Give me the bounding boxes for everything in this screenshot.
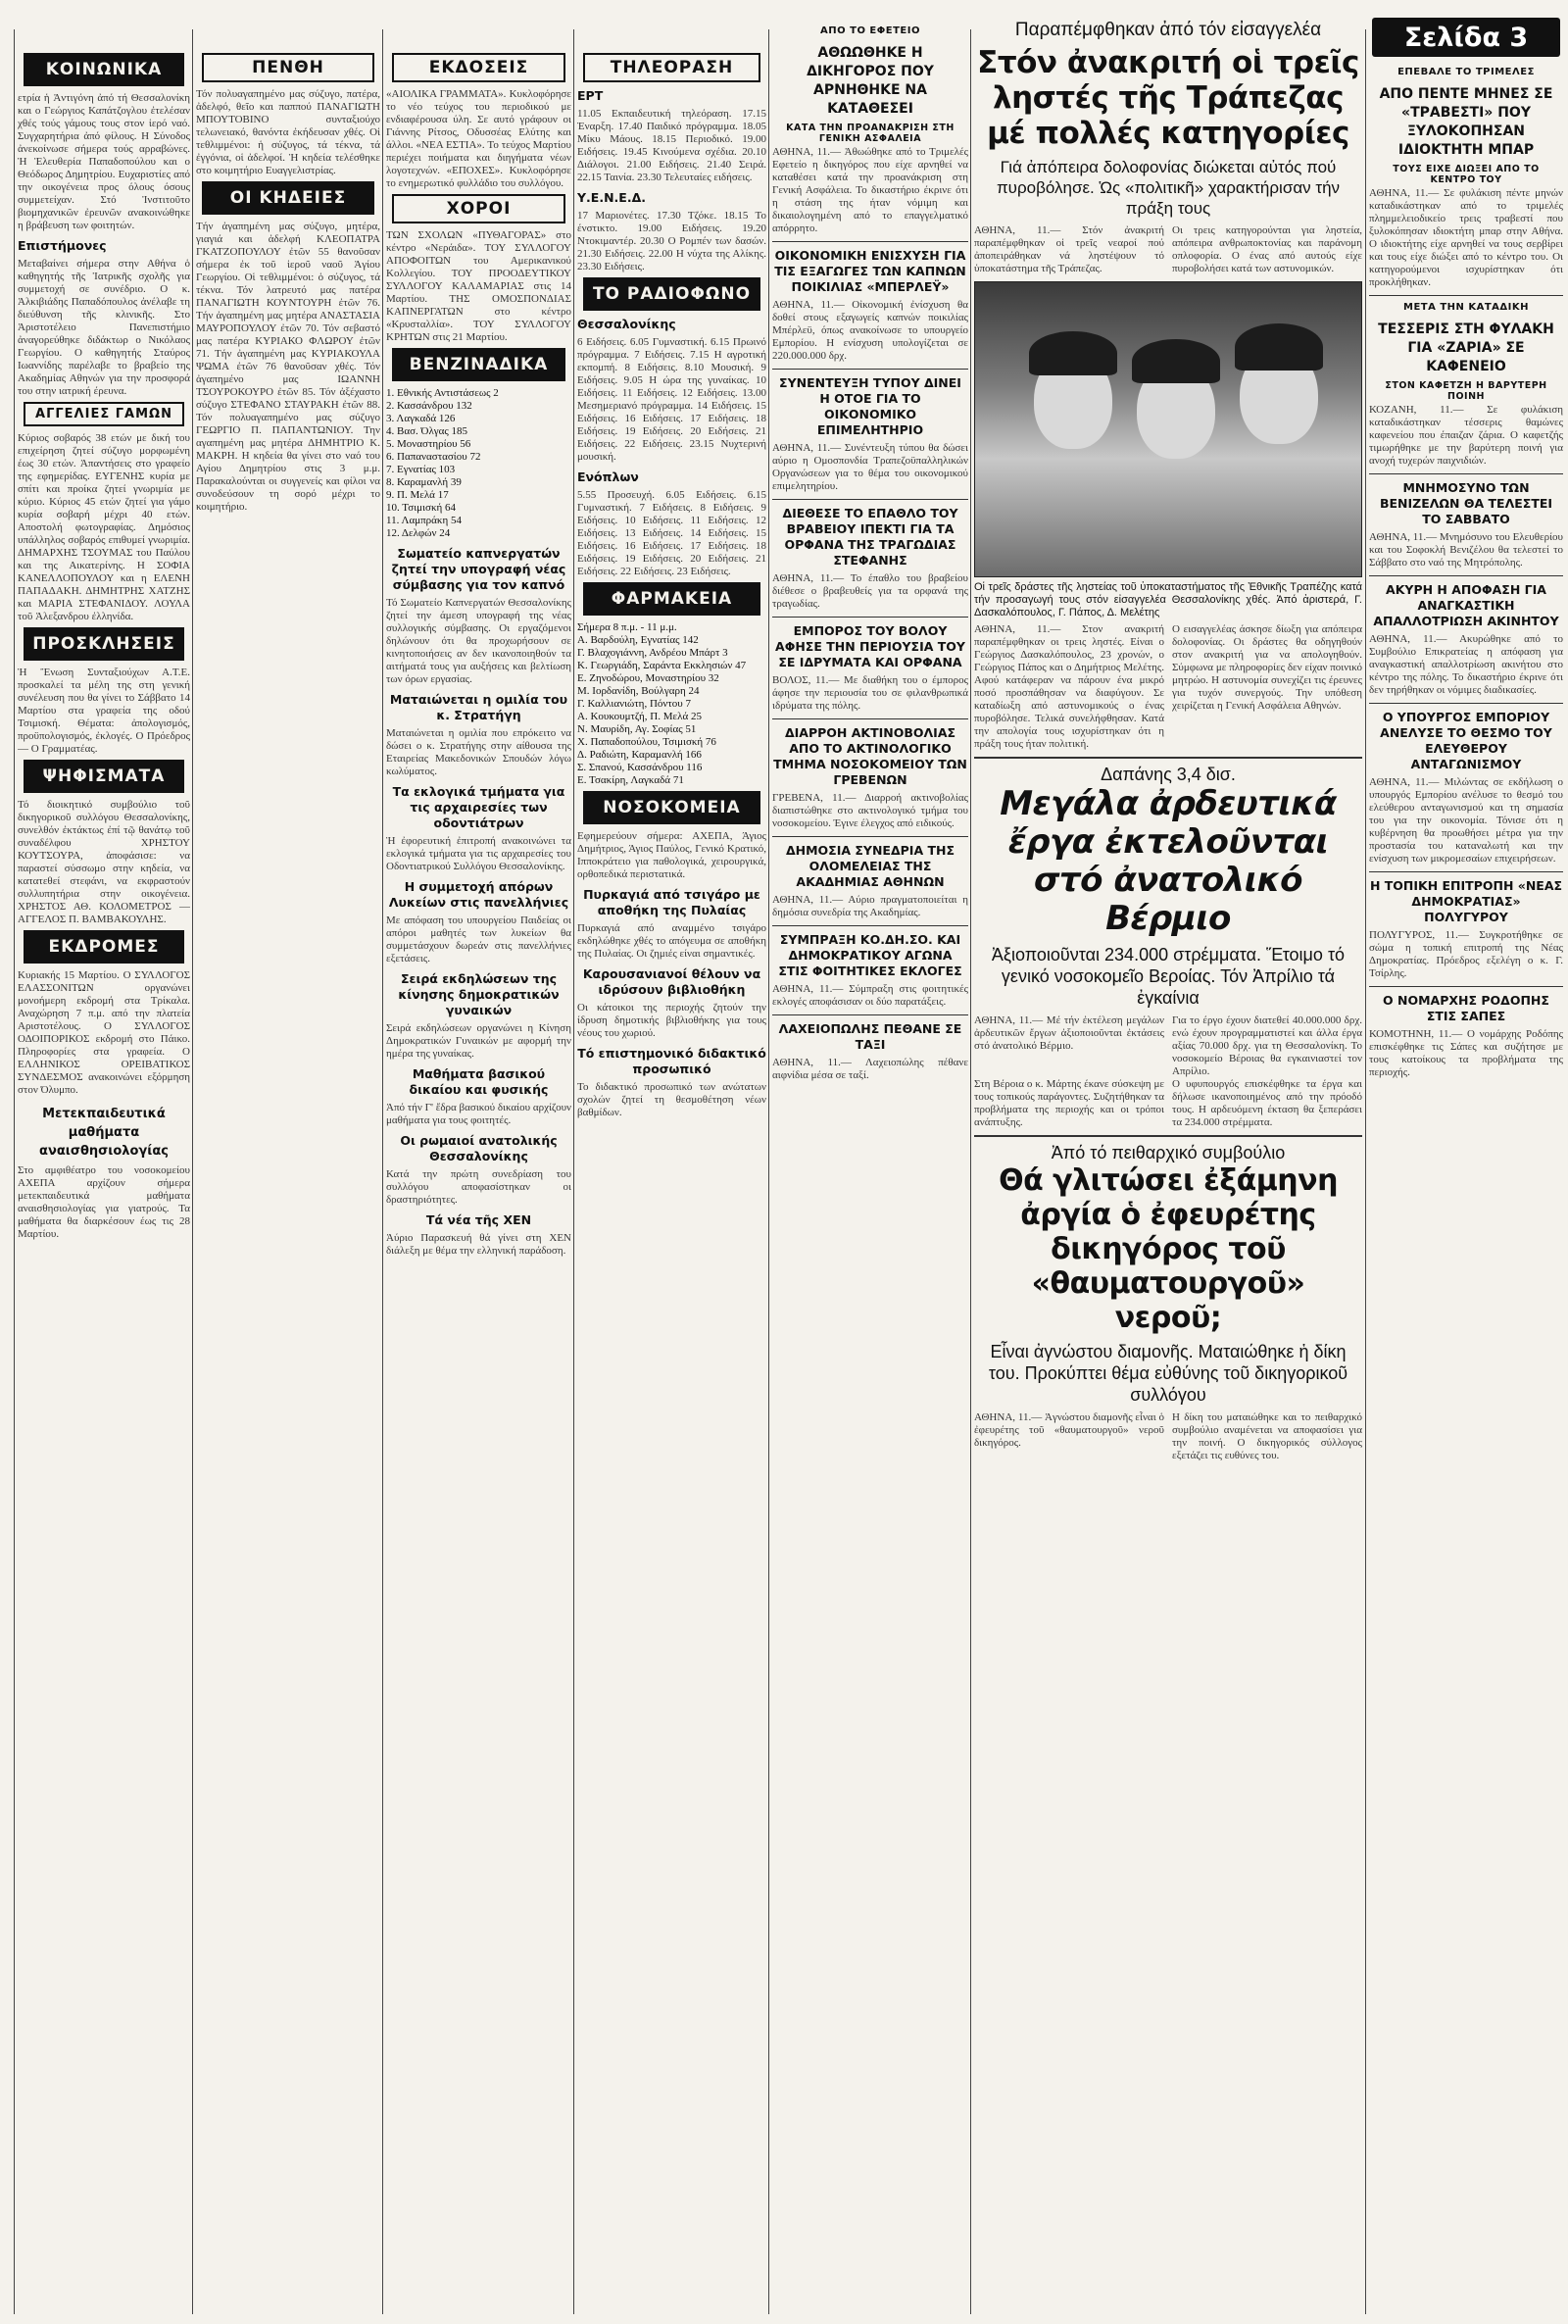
body-text: Ἡ ἐφορευτική ἐπιτροπή ανακοινώνει τα εκλογικά τμήματα για τις αρχαιρεσίες του Οδοντιατρικού Συλλόγου Θεσσαλονίκης. [386,835,571,872]
body-text: 1. Εθνικής Αντιστάσεως 2 2. Κασσάνδρου 132 3. Λαγκαδά 126 4. Βασ. Όλγας 185 5. Μοναστηρίου 56 6. Παπαναστασίου 72 7. Εγνατίας 103 8. Καραμανλή 39 9. Π. Μελά 17 10. Τσιμισκή 64 11. Λαμπράκη 54 12. Δελφών 24 [386,387,499,539]
body-text: Τόν πολυαγαπημένο μας σύζυγο, πατέρα, ἀδελφό, θεῖο και παππού ΠΑΝΑΓΙΩΤΗ ΜΠΟΥΤΟΒΙΝΟ συνταξιούχο τελωνειακό, θανόντα ἐκήδευσαν χθές. Οἱ τεθλιμμένοι: ἡ σύζυγος, τά τέκνα, τά ἐγγόνια, οἱ ἀδελφοί. Ἡ κηδεία τελέσθηκε στο κοιμητήριο Ευαγγελιστρίας. [196,88,380,176]
body-text: Η δίκη του ματαιώθηκε και το πειθαρχικό συμβούλιο αναμένεται να αποφασίσει για την ποινή. Ο δικηγορικός σύλλογος εξετάζει τις ευθύνες του. [1172,1411,1362,1461]
body-text: Κατά την πρώτη συνεδρίαση του συλλόγου αποφασίστηκαν οι δραστηριότητες. [386,1168,571,1206]
headline-student-elections: ΣΥΜΠΡΑΞΗ ΚΟ.ΔΗ.ΣΟ. ΚΑΙ ΔΗΜΟΚΡΑΤΙΚΟΥ ΑΓΩΝΑ ΣΤΙΣ ΦΟΙΤΗΤΙΚΕΣ ΕΚΛΟΓΕΣ [778,932,962,978]
body-text: «ΑΙΟΛΙΚΑ ΓΡΑΜΜΑΤΑ». Κυκλοφόρησε το νέο τεύχος του περιοδικού με ενδιαφέρουσα ύλη. Σε αυτό γράφουν οι Γιάννης Ρίτσος, Οδυσσέας Ελύτης και άλλοι. «ΝΕΑ ΕΣΤΙΑ». Το τεύχος Μαρτίου περιέχει ποιήματα και διηγήματα νέων λογοτεχνών. «ΕΠΟΧΕΣ». Κυκλοφόρησε το ενημερωτικό φυλλάδιο του συλλόγου. [386,88,571,189]
divider [974,757,1362,759]
page-number-label: Σελίδα 3 [1372,18,1560,57]
main-story [974,20,1362,2314]
body-text: ΑΘΗΝΑ, 11.— Μέ τήν ἐκτέλεση μεγάλων ἀρδευτικῶν ἔργων ἀξιοποιοῦνται ἐκτάσεις στό ἀνατολικό Βέρμιο. [974,1014,1164,1052]
section-box-petrol-stations: ΒΕΝΖΙΝΑΔΙΚΑ [392,348,565,381]
body-text: Ἀπό τήν Γ' ἔδρα βασικού δικαίου αρχίζουν μαθήματα για τους φοιτητές. [386,1102,571,1126]
divider [772,369,968,370]
story3-kicker: Ἀπό τό πειθαρχικό συμβούλιο [1051,1143,1286,1162]
body-text: Οι κάτοικοι της περιοχής ζητούν την ίδρυση δημοτικής βιβλιοθήκης για τους νέους του χωριού. [577,1002,766,1039]
divider [1369,473,1563,474]
headline-pylaia-fire: Πυρκαγιά από τσιγάρο με αποθήκη της Πυλαίας [583,887,760,917]
headline-law-physics: Μαθήματα βασικού δικαίου και φυσικής [409,1066,549,1097]
body-text: ΑΘΗΝΑ, 11.— Αύριο πραγματοποιείται η δημόσια συνεδρία της Ακαδημίας. [772,894,968,918]
column-mourning [196,49,380,2314]
headline-scientific-staff: Τό επιστημονικό διδακτικό προσωπικό [577,1046,766,1076]
story2-deck: Ἀξιοποιοῦνται 234.000 στρέμματα. Ἕτοιμο τό γενικό νοσοκομεῖο Βεροίας. Τόν Ἀπρίλιο τά ἐγκαίνια [991,945,1346,1008]
kicker-appeals-court: ΑΠΟ ΤΟ ΕΦΕΤΕΙΟ [820,25,920,36]
body-text: ΑΘΗΝΑ, 11.— Λαχειοπώλης πέθανε αιφνίδια μέσα σε ταξί. [772,1057,968,1081]
body-text: ΚΟΜΟΤΗΝΗ, 11.— Ο νομάρχης Ροδόπης επισκέφθηκε τις Σάπες και συζήτησε με τους κατοίκους τα προβλήματα της περιοχής. [1369,1028,1563,1078]
divider [1369,295,1563,296]
column-rule [573,29,574,2314]
section-box-hospitals: ΝΟΣΟΚΟΜΕΙΑ [583,791,760,824]
story2-headline: Μεγάλα ἀρδευτικά ἔργα ἐκτελοῦνται στό ἀνατολικό Βέρμιο [1000,784,1337,938]
body-text: ετρία ἡ Ἀντιγόνη ἀπό τή Θεσσαλονίκη και ο Γεώργιος Καπάτζογλου ἐτελέσαν χθές τούς γάμους τους στον ἱερό ναό. Συγχαρητήρια ἀπό φίλους. Η Σύνοδος ἀνεκοίνωσε σήμερα τούς αρραβώνες. Ἡ Ἑλευθερία Παπαδοπούλου και ο Θεόδωρος Δημητρίου. Ευχαριστίες από την οικογένεια προς όλους όσους συμμετείχαν. Στό Ἰνστιτοῦτο βιομηχανικῶν ἐρευνῶν ανακοινώθηκε η βράβευση των φοιτητών. [18,92,190,231]
column-publications [386,49,571,2314]
story3-body [974,1411,1362,1462]
body-text: Εφημερεύουν σήμερα: ΑΧΕΠΑ, Άγιος Δημήτριος, Άγιος Παύλος, Γενικό Κρατικό, Ιπποκράτειο για παθολογικά, χειρουργικά, ορθοπεδικά περιστατικά. [577,830,766,880]
photo-caption: Οἱ τρεῖς δράστες τῆς ληστείας τοῦ ὑποκαταστήματος τῆς Ἐθνικῆς Τραπέζης κατά τήν προσαγωγή τους στόν εἰσαγγελέα Θεσσαλονίκης χθές. Ἀπό ἀριστερά, Γ. Δασκαλόπουλος, Γ. Πάπος, Δ. Μελέτης [974,581,1362,618]
kicker-tribunal: ΕΠΕΒΑΛΕ ΤΟ ΤΡΙΜΕΛΕΣ [1397,67,1535,77]
body-text: Για το έργο έχουν διατεθεί 40.000.000 δρχ. ενώ έχουν προγραμματιστεί και άλλα έργα αξίας 70.000 δρχ. για τη Θεσσαλονίκη. Το νοσοκομείο Βέροιας θα εγκαινιαστεί τον Απρίλιο. [1172,1014,1362,1077]
body-text: Σήμερα 8 π.μ. - 11 μ.μ. Α. Βαρδούλη, Εγνατίας 142 Γ. Βλαχογιάννη, Ανδρέου Μπάρτ 3 Κ. Γεωργιάδη, Σαράντα Εκκλησιών 47 Ε. Ζηνοδώρου, Μοναστηρίου 32 Μ. Ιορδανίδη, Βούλγαρη 24 Γ. Καλλιανιώτη, Πόντου 7 Α. Κουκουμτζή, Π. Μελά 25 Ν. Μαυρίδη, Αγ. Σοφίας 51 Χ. Παπαδοπούλου, Τσιμισκή 76 Δ. Ραδιώτη, Καραμανλή 166 Σ. Σπανού, Κασσάνδρου 116 Ε. Τσακίρη, Λαγκαδά 71 [577,621,747,786]
headline-women-movement: Σειρά εκδηλώσεων της κίνησης δημοκρατικών γυναικών [398,971,560,1017]
story3-deck: Εἶναι ἀγνώστου διαμονῆς. Ματαιώθηκε ἡ δίκη του. Προκύπτει θέμα εὐθύνης τοῦ δικηγορικοῦ συλλόγου [988,1342,1348,1405]
subhead-armed-forces: Ενόπλων [577,470,639,484]
section-box-radio: ΤΟ ΡΑΔΙΟΦΩΝΟ [583,277,760,311]
photo-suspects [974,281,1362,577]
headline-lottery-seller: ΛΑΧΕΙΟΠΩΛΗΣ ΠΕΘΑΝΕ ΣΕ ΤΑΞΙ [778,1021,962,1052]
body-text: Μεταβαίνει σήμερα στην Αθήνα ὁ καθηγητής τῆς Ἰατρικῆς σχολῆς για συμμετοχή σε συνέδριο. Ο κ. Ἀλκιβιάδης Παπαδόπουλος ἀνέλαβε τη διεύθυνση τῆς κλινικῆς. Στο Ἀριστοτέλειο Πανεπιστήμιο ἀναγορεύθηκε διδάκτωρ ο Νικόλαος Γεωργίου. Ο καθηγητής Σταύρος Ιωαννίδης παρέλαβε το βραβείο της Ακαδημίας Αθηνών για την προσφορά του στην ιατρική έρευνα. [18,258,190,397]
story2-body-more [974,1078,1362,1129]
subhead-cafe-owner: ΣΤΟΝ ΚΑΦΕΤΖΗ Η ΒΑΡΥΤΕΡΗ ΠΟΙΝΗ [1385,380,1547,402]
body-text: 11.05 Εκπαιδευτική τηλεόραση. 17.15 Έναρξη. 17.40 Παιδικό πρόγραμμα. 18.05 Μίκυ Μάους. 18.15 Περιοδικό. 19.00 Ειδήσεις. 19.45 Κινούμενα σχέδια. 20.10 Διάλογοι. 21.00 Ειδήσεις. 21.40 Σειρά. 22.15 Ταινία. 23.30 Τελευταίες ειδήσεις. [577,108,766,183]
headline-tobacco-exports: ΟΙΚΟΝΟΜΙΚΗ ΕΝΙΣΧΥΣΗ ΓΙΑ ΤΙΣ ΕΞΑΓΩΓΕΣ ΤΩΝ ΚΑΠΝΩΝ ΠΟΙΚΙΛΙΑΣ «ΜΠΕΡΛΕΫ» [774,248,966,294]
divider [772,241,968,242]
divider [772,499,968,500]
main-deck: Γιά ἀπόπειρα δολοφονίας διώκεται αὐτός πού πυροβόλησε. Ὡς «πολιτικῆ» χαρακτήρισαν τήν πράξη τους [996,158,1341,218]
body-text: ΑΘΗΝΑ, 11.— Σε φυλάκιση πέντε μηνών καταδικάστηκαν από το τριμελές πλημμελειοδικείο τρεις τραβεστί που ξυλοκόπησαν ιδιοκτήτη μπαρ στην Αθήνα. Ο ιδιοκτήτης είχε αρνηθεί να τους σερβίρει και τους είχε διώξει από το κέντρο του. Οι κατηγορούμενοι ισχυρίστηκαν ότι προκλήθηκαν. [1369,187,1563,288]
body-text: Οι τρεις κατηγορούνται για ληστεία, απόπειρα ανθρωποκτονίας και παράνομη οπλοφορία. Ο ένας από αυτούς είχε πυροβολήσει κατά των αστυνομικών. [1172,224,1362,274]
column-rule [382,29,383,2314]
divider [1369,575,1563,576]
column-rule [768,29,769,2314]
main-kicker: Παραπέμφθηκαν ἀπό τόν εἰσαγγελέα [1014,20,1322,40]
section-box-mourning: ΠΕΝΘΗ [202,53,374,82]
column-rule [14,29,15,2314]
section-box-excursions: ΕΚΔΡΟΜΕΣ [24,930,184,964]
headline-transvestites: ΑΠΟ ΠΕΝΤΕ ΜΗΝΕΣ ΣΕ «ΤΡΑΒΕΣΤΙ» ΠΟΥ ΞΥΛΟΚΟΠΗΣΑΝ ΙΔΙΟΚΤΗΤΗ ΜΠΑΡ [1379,86,1553,158]
headline-lawyer-acquitted: ΑΘΩΩΘΗΚΕ Η ΔΙΚΗΓΟΡΟΣ ΠΟΥ ΑΡΝΗΘΗΚΕ ΝΑ ΚΑΤΑΘΕΣΕΙ [807,45,934,117]
subhead-security-police: ΚΑΤΑ ΤΗΝ ΠΡΟΑΝΑΚΡΙΣΗ ΣΤΗ ΓΕΝΙΚΗ ΑΣΦΑΛΕΙΑ [786,123,955,144]
column-news-briefs [772,22,968,2314]
section-box-tv: ΤΗΛΕΟΡΑΣΗ [583,53,760,82]
body-text: ΑΘΗΝΑ, 11.— Στον ανακριτή παραπέμφθηκαν οι τρεις ληστές. Είναι ο Γεώργιος Δασκαλόπουλος, 23 χρονών, ο Γεώργιος Πάπος και ο Δημήτριος Μελέτης. Αφού κατάφεραν να πάρουν ένα μικρό ποσό προσπάθησαν να διαφύγουν. Σε καταδίωξη από αστυνομικούς ο ένας πυροβόλησε. Τελικά συνελήφθησαν. Κατά την απολογία τους ισχυρίστηκαν ότι η πράξη τους ήταν πολιτική. [974,623,1164,750]
section-box-wedding-ads: ΑΓΓΕΛΙΕΣ ΓΑΜΩΝ [24,402,184,426]
divider [772,617,968,618]
divider [1369,986,1563,987]
divider [772,925,968,926]
body-text: ΑΘΗΝΑ, 11.— Στόν ἀνακριτή παραπέμφθηκαν οἱ τρεῖς νεαροί πού ἀποπειράθηκαν νά ληστέψουν τό ὑποκατάστημα τῆς Τράπεζας. [974,224,1164,274]
body-text: ΑΘΗΝΑ, 11.— Ἀγνώστου διαμονῆς εἶναι ὁ ἐφευρέτης τοῦ «θαυματουργοῦ» νεροῦ δικηγόρος. [974,1411,1164,1449]
body-text: Με απόφαση του υπουργείου Παιδείας οι απόροι μαθητές των λυκείων θα συμμετάσχουν δωρεάν στις πανελλήνιες εξετάσεις. [386,915,571,964]
headline-xen-news: Τά νέα τῆς ΧΕΝ [425,1212,532,1227]
headline-east-thessaloniki: Οι ρωμαιοί ανατολικής Θεσσαλονίκης [400,1133,558,1163]
story2-body [974,1014,1362,1078]
main-headline: Στόν ἀνακριτή οἱ τρεῖς ληστές τῆς Τράπεζας μέ πολλές κατηγορίες [977,45,1359,151]
body-text: 6 Ειδήσεις. 6.05 Γυμναστική. 6.15 Πρωινό πρόγραμμα. 7 Ειδήσεις. 7.15 Η αγροτική εκπομπή. 8 Ειδήσεις. 8.10 Μουσική. 9 Ειδήσεις. 9.05 Η ώρα της γυναίκας. 10 Ειδήσεις. 11 Ειδήσεις. 12 Ειδήσεις. 13.00 Μεσημεριανό πρόγραμμα. 14 Ειδήσεις. 15 Ειδήσεις. 16 Ειδήσεις. 17 Ειδήσεις. 18 Ειδήσεις. 19 Ειδήσεις. 20 Ειδήσεις. 21 Ειδήσεις. 22 Ειδήσεις. 23.15 Νυχτερινή μουσική. [577,336,766,463]
headline-lecture-cancelled: Ματαιώνεται η ομιλία του κ. Στρατήγη [389,692,568,722]
body-text: ΑΘΗΝΑ, 11.— Σύμπραξη στις φοιτητικές εκλογές αποφάσισαν οι δύο παρατάξεις. [772,983,968,1008]
section-box-dances: ΧΟΡΟΙ [392,194,565,223]
headline-expropriation: ΑΚΥΡΗ Η ΑΠΟΦΑΣΗ ΓΙΑ ΑΝΑΓΚΑΣΤΙΚΗ ΑΠΑΛΛΟΤΡΙΩΣΗ ΑΚΙΝΗΤΟΥ [1373,582,1559,628]
column-social [18,49,190,2314]
headline-dice-cafe: ΤΕΣΣΕΡΙΣ ΣΤΗ ΦΥΛΑΚΗ ΓΙΑ «ΖΑΡΙΑ» ΣΕ ΚΑΦΕΝΕΙΟ [1378,321,1554,374]
headline-nd-polygyros: Η ΤΟΠΙΚΗ ΕΠΙΤΡΟΠΗ «ΝΕΑΣ ΔΗΜΟΚΡΑΤΙΑΣ» ΠΟΛΥΓΥΡΟΥ [1369,878,1563,924]
body-text: ΓΡΕΒΕΝΑ, 11.— Διαρροή ακτινοβολίας διαπιστώθηκε στο ακτινολογικό τμήμα του νοσοκομείου. Έγινε έλεγχος από ειδικούς. [772,792,968,829]
section-box-invitations: ΠΡΟΣΚΛΗΣΕΙΣ [24,627,184,661]
body-text: Ο εισαγγελέας άσκησε δίωξη για απόπειρα δολοφονίας. Οι δράστες θα οδηγηθούν στον ανακριτή για να απολογηθούν. Σύμφωνα με πληροφορίες δεν είχαν ποινικό μητρώο. Η αστυνομία συνεχίζει τις έρευνες για τυχόν συνεργούς. Την υπόθεση χειρίζεται η Γενική Ασφάλεια Αθηνών. [1172,623,1362,712]
headline-academy-session: ΔΗΜΟΣΙΑ ΣΥΝΕΔΡΙΑ ΤΗΣ ΟΛΟΜΕΛΕΙΑΣ ΤΗΣ ΑΚΑΔΗΜΙΑΣ ΑΘΗΝΩΝ [785,843,956,889]
body-text: Πυρκαγιά από αναμμένο τσιγάρο εκδηλώθηκε χθές το απόγευμα σε αποθήκη της Πυλαίας. Οι ζημιές είναι σημαντικές. [577,922,766,960]
headline-ipekti-prize: ΔΙΕΘΕΣΕ ΤΟ ΕΠΑΘΛΟ ΤΟΥ ΒΡΑΒΕΙΟΥ ΙΠΕΚΤΙ ΓΙΑ ΤΑ ΟΡΦΑΝΑ ΤΗΣ ΤΡΑΓΩΔΙΑΣ ΣΤΕΦΑΝΗΣ [782,506,958,568]
body-text: Τό Σωματείο Καπνεργατών Θεσσαλονίκης ζητεί την άμεση υπογραφή της νέας συλλογικής σύμβασης. Οι εργαζόμενοι δηλώνουν ότι θα προχωρήσουν σε κινητοποιήσεις αν δεν ικανοποιηθούν τα αιτήματά τους για αυξήσεις και βελτίωση των όρων εργασίας. [386,597,571,685]
body-text: Το διδακτικό προσωπικό των ανώτατων σχολών ζητεί τη θεσμοθέτηση νέων βαθμίδων. [577,1081,766,1118]
headline-grevena-radiation: ΔΙΑΡΡΟΗ ΑΚΤΙΝΟΒΟΛΙΑΣ ΑΠΟ ΤΟ ΑΚΤΙΝΟΛΟΓΙΚΟ ΤΜΗΜΑ ΝΟΣΟΚΟΜΕΙΟΥ ΤΩΝ ΓΡΕΒΕΝΩΝ [773,725,967,787]
body-text: 5.55 Προσευχή. 6.05 Ειδήσεις. 6.15 Γυμναστική. 7 Ειδήσεις. 8 Ειδήσεις. 9 Ειδήσεις. 10 Ειδήσεις. 11 Ειδήσεις. 12 Ειδήσεις. 13 Ειδήσεις. 14 Ειδήσεις. 15 Ειδήσεις. 16 Ειδήσεις. 17 Ειδήσεις. 18 Ειδήσεις. 19 Ειδήσεις. 20 Ειδήσεις. 21 Ειδήσεις. 22 Ειδήσεις. 23 Ειδήσεις. [577,489,766,577]
body-text: ΑΘΗΝΑ, 11.— Μιλώντας σε εκδήλωση ο υπουργός Εμπορίου ανέλυσε το θεσμό του ελεύθερου ανταγωνισμού και τη σημασία του για την οικονομία. Τόνισε ότι η κυβέρνηση θα προωθήσει μέτρα για την προστασία του καταναλωτή και την ενίσχυση των μικρομεσαίων επιχειρήσεων. [1369,776,1563,865]
body-text: 17 Μαριονέτες. 17.30 Τζόκε. 18.15 Το ένστικτο. 19.00 Ειδήσεις. 19.20 Ντοκιμαντέρ. 20.30 Ο Ρομπέν των δασών. 21.30 Ειδήσεις. 22.00 Η νύχτα της Αλίκης. 23.30 Ειδήσεις. [577,210,766,272]
subhead-yened: Υ.Ε.Ν.Ε.Δ. [577,190,647,205]
divider [772,1014,968,1015]
subhead-thessaloniki: Θεσσαλονίκης [577,317,676,331]
story2-kicker: Δαπάνης 3,4 δισ. [1101,765,1236,784]
body-text: Στο αμφιθέατρο του νοσοκομείου ΑΧΕΠΑ αρχίζουν σήμερα μετεκπαιδευτικά μαθήματα αναισθησιολογίας για γιατρούς. Τα μαθήματα θα διαρκέσουν έως τις 28 Μαρτίου. [18,1164,190,1240]
column-rule [970,29,971,2314]
divider [772,718,968,719]
body-text: Τήν ἀγαπημένη μας σύζυγο, μητέρα, γιαγιά και ἀδελφή ΚΛΕΟΠΑΤΡΑ ΓΚΑΤΖΟΠΟΥΛΟΥ ἐτῶν 55 θανοῦσαν σήμερα ἐκ τοῦ ἱεροῦ ναοῦ Ἁγίου Γεωργίου. Οἱ τεθλιμμένοι: ὁ σύζυγος, τά τέκνα. Τόν λατρευτό μας πατέρα ΠΑΝΑΓΙΩΤΗ ΚΟΥΝΤΟΥΡΗ ἐτῶν 76. Τήν ἀγαπημένη μας μητέρα ΑΝΑΣΤΑΣΙΑ ΜΑΥΡΟΠΟΥΛΟΥ ἐτῶν 70. Τόν σεβαστό μας πατέρα ΚΥΡΙΑΚΟ ΦΛΩΡΟΥ ἐτῶν 71. Τήν ἀγαπημένη μας ΚΥΡΙΑΚΟΥΛΑ ΨΩΜΑ ἐτῶν 76 θανοῦσαν χθές. Τόν ἀγαπημένο μας ΙΩΑΝΝΗ ΤΣΟΥΡΟΚΟΥΡΟ ἐτῶν 85. Τόν ἀξέχαστο σύζυγο ΣΤΕΦΑΝΟ ΣΤΑΥΡΑΚΗ ἐτῶν 88. Τόν πολυαγαπημένο μας σύζυγο ΓΕΩΡΓΙΟ Π. ΠΑΠΑΝΤΩΝΙΟΥ. Την αγαπημένη μας μητέρα ΔΗΜΗΤΡΙΟ Κ. ΜΑΚΡΗ. Η κηδεία θα γίνει στο ναό του Αγίου Δημητρίου στις 3 μ.μ. Παρακαλούνται οι συγγενείς και φίλοι να συνοδεύσουν τη σορό μέχρι το κοιμητήριο. [196,221,380,513]
headline-commerce-minister: Ο ΥΠΟΥΡΓΟΣ ΕΜΠΟΡΙΟΥ ΑΝΕΛΥΣΕ ΤΟ ΘΕΣΜΟ ΤΟΥ ΕΛΕΥΘΕΡΟΥ ΑΝΤΑΓΩΝΙΣΜΟΥ [1380,710,1552,771]
body-text: ΤΩΝ ΣΧΟΛΩΝ «ΠΥΘΑΓΟΡΑΣ» στο κέντρο «Νεράιδα». ΤΟΥ ΣΥΛΛΟΓΟΥ ΑΠΟΦΟΙΤΩΝ του Αμερικανικού Κολλεγίου. ΤΟΥ ΠΡΟΟΔΕΥΤΙΚΟΥ ΣΥΛΛΟΓΟΥ ΚΑΛΑΜΑΡΙΑΣ στις 14 Μαρτίου. ΤΗΣ ΟΜΟΣΠΟΝΔΙΑΣ ΚΑΠΝΕΡΓΑΤΩΝ στο κέντρο «Κρυσταλλία». ΤΟΥ ΣΥΛΛΟΓΟΥ ΚΡΗΤΩΝ στις 21 Μαρτίου. [386,229,571,343]
body-text: ΑΘΗΝΑ, 11.— Μνημόσυνο του Ελευθερίου και του Σοφοκλή Βενιζέλου θα τελεστεί το Σάββατο στο ναό της Μητρόπολης. [1369,531,1563,569]
main-top-text [974,224,1362,275]
body-text: Τό διοικητικό συμβούλιο τοῦ δικηγορικοῦ συλλόγου Θεσσαλονίκης, συνελθόν ἐκτάκτως ἐπί τῷ θανάτῳ τοῦ συναδέλφου ΧΡΗΣΤΟΥ ΚΟΥΤΣΟΥΡΑ, ἀποφάσισε: να παραστεί σύσσωμο στην κηδεία, να κατατεθεί στεφάνι, να εκφραστούν συλλυπητήρια στην οικογένεια. ΧΡΗΣΤΟΣ ΑΘ. ΚΟΛΟΜΕΤΡΟΣ — ΑΓΓΕΛΟΣ Π. ΒΑΜΒΑΚΟΥΛΗΣ. [18,799,190,925]
headline-dentists-elections: Τα εκλογικά τμήματα για τις αρχαιρεσίες των οδοντιάτρων [392,784,565,830]
headline-lyceum-students: Η συμμετοχή απόρων Λυκείων στις πανελλήνιες [388,879,569,910]
section-box-social: ΚΟΙΝΩΝΙΚΑ [24,53,184,86]
body-text: Ματαιώνεται η ομιλία που επρόκειτο να δώσει ο κ. Στρατήγης στην αίθουσα της Εταιρείας Μακεδονικών Σπουδών λόγω κωλύματος. [386,727,571,777]
headline-otoe-press: ΣΥΝΕΝΤΕΥΞΗ ΤΥΠΟΥ ΔΙΝΕΙ Η ΟΤΟΕ ΓΙΑ ΤΟ ΟΙΚΟΝΟΜΙΚΟ ΕΠΙΜΕΛΗΤΗΡΙΟ [779,375,961,437]
body-text: ΑΘΗΝΑ, 11.— Το έπαθλο του βραβείου διέθεσε ο βραβευθείς για τα ορφανά της τραγωδίας. [772,572,968,610]
column-broadcast [577,49,766,2314]
subhead-scientists: Επιστήμονες [18,238,107,253]
subhead-ert: ΕΡΤ [577,88,604,103]
column-rule [192,29,193,2314]
column-right [1369,63,1563,2314]
body-text: ΠΟΛΥΓΥΡΟΣ, 11.— Συγκροτήθηκε σε σώμα η τοπική επιτροπή της Νέας Δημοκρατίας. Πρόεδρος εξελέγη ο κ. Γ. Τσίρλης. [1369,929,1563,979]
divider [1369,871,1563,872]
section-box-funerals: ΟΙ ΚΗΔΕΙΕΣ [202,181,374,215]
main-body [974,623,1362,751]
section-box-resolutions: ΨΗΦΙΣΜΑΤΑ [24,760,184,793]
body-text: Ἡ Ἔνωση Συνταξιούχων Α.Τ.Ε. προσκαλεί τα μέλη της στη γενική συνέλευση που θα γίνει το Σάββατο 14 Μαρτίου στα γραφεία της οδού Τσιμισκή. Θέματα: ἀπολογισμός, προϋπολογισμός, ἐκλογές. Ο Πρόεδρος — Ο Γραμματέας. [18,667,190,755]
body-text: Στη Βέροια ο κ. Μάρτης έκανε σύσκεψη με τους τοπικούς παράγοντες. Συζητήθηκαν τα προβλήματα της περιοχής και οι τρόποι ανάπτυξης. [974,1078,1164,1128]
body-text: ΑΘΗΝΑ, 11.— Ακυρώθηκε από το Συμβούλιο Επικρατείας η απόφαση για αναγκαστική απαλλοτρίωση ακινήτου στο κέντρο της πόλης. Το δικαστήριο έκρινε ότι δεν τηρήθηκαν οι νόμιμες διαδικασίες. [1369,633,1563,696]
body-text: ΑΘΗΝΑ, 11.— Οἰκονομική ἐνίσχυση θα δοθεί στους εξαγωγείς καπνών ποικιλίας Μπέρλεϋ, όπως ανακοίνωσε το υπουργείο Εμπορίου. Η ενίσχυση υπολογίζεται σε 220.000.000 δρχ. [772,299,968,362]
column-rule [1365,29,1366,2314]
headline-venizelos-memorial: ΜΝΗΜΟΣΥΝΟ ΤΩΝ ΒΕΝΙΖΕΛΩΝ ΘΑ ΤΕΛΕΣΤΕΙ ΤΟ ΣΑΒΒΑΤΟ [1379,480,1553,526]
divider [772,836,968,837]
headline-rhodope-prefect: Ο ΝΟΜΑΡΧΗΣ ΡΟΔΟΠΗΣ ΣΤΙΣ ΣΑΠΕΣ [1383,993,1549,1023]
divider [974,1135,1362,1137]
divider [1369,703,1563,704]
body-text: Ο υφυπουργός επισκέφθηκε τα έργα και δήλωσε ικανοποιημένος από την πρόοδό τους. Η αρδευόμενη έκταση θα ξεπεράσει τα 234.000 στρέμματα. [1172,1078,1362,1128]
section-box-publications: ΕΚΔΟΣΕΙΣ [392,53,565,82]
body-text: Κύριος σοβαρός 38 ετών με δική του επιχείρηση ζητεί σύζυγο μορφωμένη έως 30 ετών. Ἀπαντήσεις στο γραφείο της εφημερίδας. ΕΥΓΕΝΗΣ κυρία με σπίτι και προίκα ζητεί γνωριμία με κύριο. Κύριος 45 ετών ζητεί για γάμο κυρία σοβαρή μέχρι 40 ετών. Αποστολή φωτογραφίας. Δημόσιος υπάλληλος σοβαρός επιθυμεί γνωριμία. ΔΗΜΑΡΧΗΣ ΤΣΟΥΜΑΣ του Παύλου και της Αικατερίνης. Η ΣΟΦΙΑ ΚΑΝΕΛΛΟΠΟΥΛΟΥ και η ΕΛΕΝΗ ΠΑΠΑΔΑΚΗ. ΔΗΜΗΤΡΗΣ ΧΑΤΖΗΣ και ΜΑΡΙΑ ΣΤΕΦΑΝΙΔΟΥ. ΛΟΥΛΑ τοῦ Ἀλεξανδρου ἐλληνίδα. [18,432,190,622]
story3-headline: Θά γλιτώσει ἐξάμηνη ἀργία ὁ ἐφευρέτης δικηγόρος τοῦ «θαυματουργοῦ» νεροῦ; [999,1163,1338,1335]
body-text: ΚΟΖΑΝΗ, 11.— Σε φυλάκιση καταδικάστηκαν τέσσερις θαμώνες καφενείου που έπαιζαν ζάρια. Ο καφετζής τιμωρήθηκε με την βαρύτερη ποινή για ανοχή τυχερών παιχνιδιών. [1369,404,1563,467]
body-text: ΑΘΗΝΑ, 11.— Συνέντευξη τύπου θα δώσει αύριο η Ομοσπονδία Τραπεζοϋπαλληλικών Οργανώσεων για το θέμα του οικονομικού επιμελητηρίου. [772,442,968,492]
headline-volos-merchant: ΕΜΠΟΡΟΣ ΤΟΥ ΒΟΛΟΥ ΑΦΗΣΕ ΤΗΝ ΠΕΡΙΟΥΣΙΑ ΤΟΥ ΣΕ ΙΔΡΥΜΑΤΑ ΚΑΙ ΟΡΦΑΝΑ [775,623,965,669]
subhead-anaesthesia: Μετεκπαιδευτικά μαθήματα αναισθησιολογίας [39,1107,169,1159]
headline-tobacco-workers: Σωματείο καπνεργατών ζητεί την υπογραφή νέας σύμβασης για τον καπνό [391,546,566,592]
body-text: Κυριακής 15 Μαρτίου. Ο ΣΥΛΛΟΓΟΣ ΕΛΑΣΣΟΝΙΤΩΝ οργανώνει μονοήμερη εκδρομή στα Τρίκαλα. Αναχώρηση 7 π.μ. από την πλατεία Αριστοτέλους. Ο ΣΥΛΛΟΓΟΣ ΟΔΟΙΠΟΡΙΚΟΣ εκδρομή στο Πάικο. Πληροφορίες στα γραφεία. Ο ΕΛΛΗΝΙΚΟΣ ΟΡΕΙΒΑΤΙΚΟΣ ΣΥΝΔΕΣΜΟΣ ανακοινώνει εξόρμηση στον Όλυμπο. [18,969,190,1096]
subhead-bar-owner: ΤΟΥΣ ΕΙΧΕ ΔΙΩΞΕΙ ΑΠΟ ΤΟ ΚΕΝΤΡΟ ΤΟΥ [1393,164,1540,185]
kicker-conviction: ΜΕΤΑ ΤΗΝ ΚΑΤΑΔΙΚΗ [1403,302,1529,313]
body-text: Ἀύριο Παρασκευή θά γίνει στη ΧΕΝ διάλεξη με θέμα την ελληνική παράδοση. [386,1232,571,1257]
body-text: Σειρά εκδηλώσεων οργανώνει η Κίνηση Δημοκρατικών Γυναικών με αφορμή την ημέρα της γυναίκας. [386,1022,571,1060]
body-text: ΒΟΛΟΣ, 11.— Με διαθήκη του ο έμπορος άφησε την περιουσία του σε φιλανθρωπικά ιδρύματα της πόλης. [772,674,968,712]
section-box-pharmacies: ΦΑΡΜΑΚΕΙΑ [583,582,760,616]
body-text: ΑΘΗΝΑ, 11.— Ἀθωώθηκε από το Τριμελές Εφετείο η δικηγόρος που είχε αρνηθεί να καταθέσει κατά την προανάκριση στη Γενική Ασφάλεια. Το δικαστήριο έκρινε ότι η στάση της ήταν νόμιμη και δικαιολογημένη από το επαγγελματικό απόρρητο. [772,146,968,234]
headline-karousaniani-library: Καρουσανιανοί θέλουν να ιδρύσουν βιβλιοθήκη [582,966,761,997]
